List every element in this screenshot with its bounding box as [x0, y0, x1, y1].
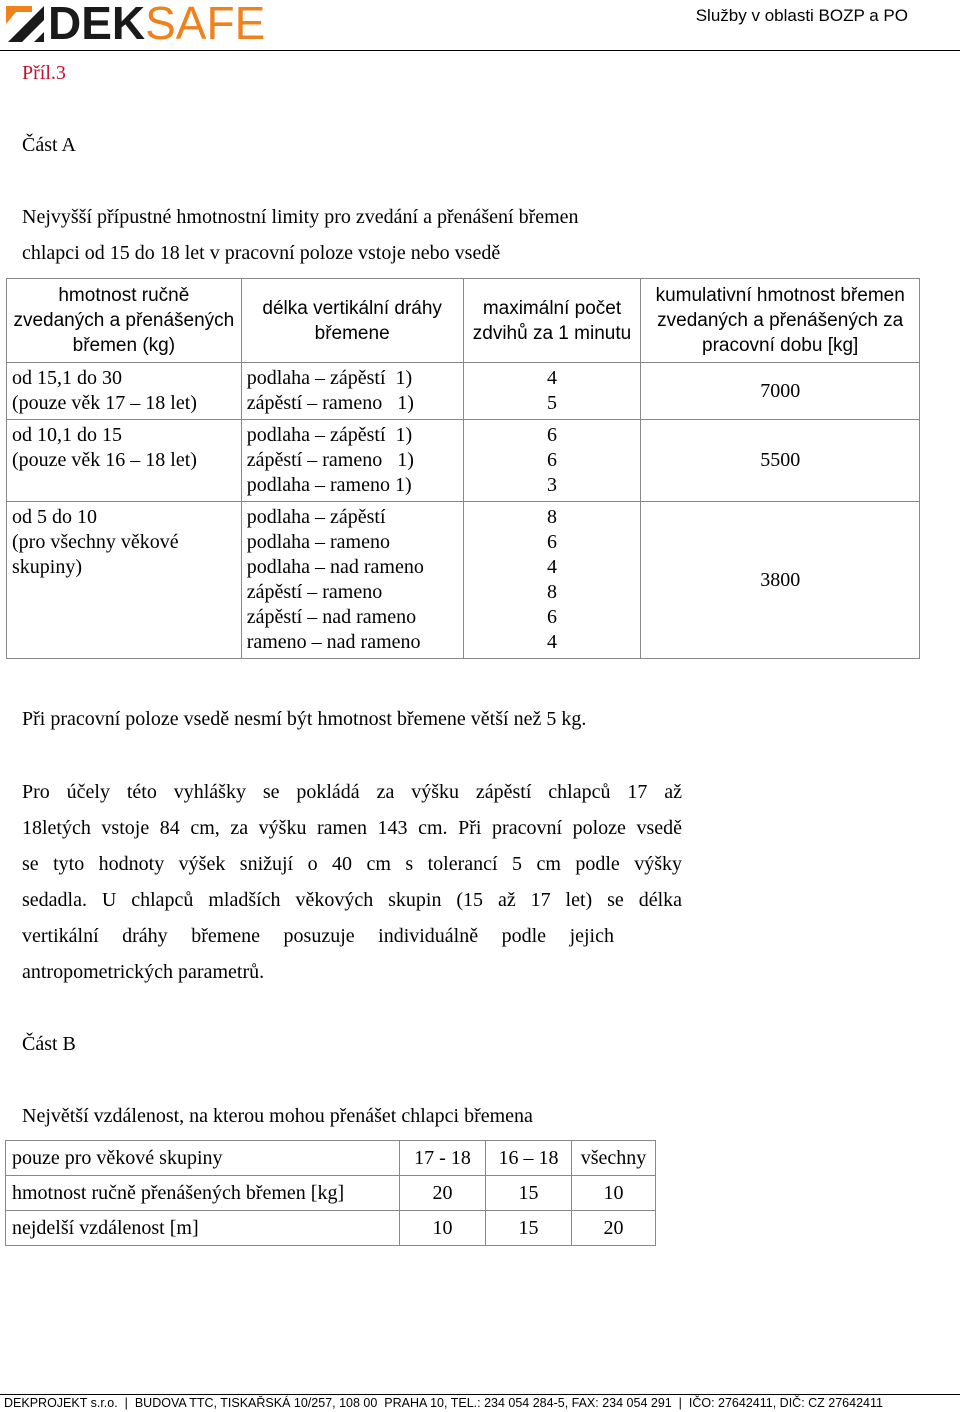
lift-value: 3 — [546, 474, 557, 496]
appendix-label: Příl.3 — [22, 62, 66, 84]
distance-table — [5, 1140, 656, 1246]
path-line: zápěstí – rameno 1) — [246, 449, 414, 471]
paragraph-line: sedadla. U chlapců mladších věkových skupin (15 až 17 let) se délka — [22, 889, 682, 911]
logo-safe-text: SAFE — [145, 0, 266, 49]
row-cumulative: 3800 — [641, 502, 920, 659]
part-a-heading: Část A — [22, 134, 76, 156]
lift-value: 5 — [546, 392, 557, 414]
table-row — [6, 1176, 656, 1211]
table-row — [7, 502, 920, 659]
row-group — [7, 363, 242, 420]
path-line: podlaha – rameno — [246, 531, 390, 553]
header-weight: hmotnost ručně zvedaných a přenášených břemen (kg) — [7, 279, 242, 363]
group-line: od 15,1 do 30 — [12, 367, 122, 389]
lift-value: 4 — [546, 631, 557, 653]
header-cumulative: kumulativní hmotnost břemen zvedaných a přenášených za pracovní dobu [kg] — [641, 279, 920, 363]
header-divider — [0, 50, 960, 51]
path-line: podlaha – zápěstí 1) — [246, 367, 413, 389]
header-path: délka vertikální dráhy břemene — [241, 279, 463, 363]
table-cell: 20 — [400, 1176, 486, 1211]
table-cell: 15 — [486, 1176, 572, 1211]
header-lifts: maximální počet zdvihů za 1 minutu — [463, 279, 641, 363]
table-cell: 20 — [572, 1211, 656, 1246]
row-label: pouze pro věkové skupiny — [6, 1141, 400, 1176]
table-row — [6, 1211, 656, 1246]
table-row — [6, 1141, 656, 1176]
group-line: od 10,1 do 15 — [12, 424, 122, 446]
row-lifts — [463, 420, 641, 502]
paragraph-line: 18letých vstoje 84 cm, za výšku ramen 143 cm. Při pracovní poloze vsedě — [22, 817, 682, 839]
paragraph-line: se tyto hodnoty výšek snižují o 40 cm s tolerancí 5 cm podle výšky — [22, 853, 682, 875]
path-line: podlaha – nad rameno — [246, 556, 424, 578]
path-line: podlaha – zápěstí — [246, 506, 386, 528]
part-b-heading: Část B — [22, 1033, 76, 1055]
group-line: (pro všechny věkové — [12, 531, 179, 553]
table-cell: 10 — [572, 1176, 656, 1211]
path-line: podlaha – rameno 1) — [246, 474, 412, 496]
lift-value: 4 — [546, 367, 557, 389]
row-cumulative: 5500 — [641, 420, 920, 502]
paragraph-line: Pro účely této vyhlášky se pokládá za výšku zápěstí chlapců 17 až — [22, 781, 682, 803]
row-cumulative: 7000 — [641, 363, 920, 420]
lift-value: 8 — [546, 581, 557, 603]
part-a-title-line-1: Nejvyšší přípustné hmotnostní limity pro zvedání a přenášení břemen — [22, 206, 579, 228]
group-line: (pouze věk 16 – 18 let) — [12, 449, 197, 471]
row-label: hmotnost ručně přenášených břemen [kg] — [6, 1176, 400, 1211]
lift-value: 6 — [546, 606, 557, 628]
table-cell: 15 — [486, 1211, 572, 1246]
limits-table-header — [7, 279, 920, 363]
lift-value: 6 — [546, 424, 557, 446]
lift-value: 8 — [546, 506, 557, 528]
footer-divider — [0, 1394, 960, 1395]
table-cell: 17 - 18 — [400, 1141, 486, 1176]
explanation-paragraph — [22, 774, 682, 990]
group-line: skupiny) — [12, 556, 82, 578]
group-line: od 5 do 10 — [12, 506, 97, 528]
header-tagline: Služby v oblasti BOZP a PO — [695, 6, 908, 25]
row-lifts — [463, 363, 641, 420]
paragraph-line: vertikální dráhy břemene posuzuje individuálně podle jejich — [22, 925, 614, 947]
logo-dek-text: DEK — [48, 0, 146, 49]
part-b-title: Největší vzdálenost, na kterou mohou přenášet chlapci břemena — [22, 1105, 533, 1127]
path-line: zápěstí – nad rameno — [246, 606, 417, 628]
page-header — [0, 0, 960, 52]
row-group — [7, 502, 242, 659]
path-line: podlaha – zápěstí 1) — [246, 424, 413, 446]
table-cell: 10 — [400, 1211, 486, 1246]
path-line: zápěstí – rameno — [246, 581, 383, 603]
page-footer: DEKPROJEKT s.r.o. | BUDOVA TTC, TISKAŘSKÁ 10/257, 108 00 PRAHA 10, TEL.: 234 054 284-5, FAX: 234 054 291 | IČO: 27642411, DIČ: CZ 27642411 — [4, 1396, 883, 1410]
sitting-note: Při pracovní poloze vsedě nesmí být hmotnost břemene větší než 5 kg. — [22, 708, 587, 730]
row-paths — [241, 502, 463, 659]
table-cell: všechny — [572, 1141, 656, 1176]
lift-value: 4 — [546, 556, 557, 578]
group-line: (pouze věk 17 – 18 let) — [12, 392, 197, 414]
row-group — [7, 420, 242, 502]
lift-value: 6 — [546, 531, 557, 553]
table-row — [7, 363, 920, 420]
path-line: rameno – nad rameno — [246, 631, 421, 653]
table-cell: 16 – 18 — [486, 1141, 572, 1176]
part-a-title-line-2: chlapci od 15 do 18 let v pracovní poloze vstoje nebo vsedě — [22, 242, 501, 264]
paragraph-line: antropometrických parametrů. — [22, 961, 265, 983]
lift-value: 6 — [546, 449, 557, 471]
row-paths — [241, 363, 463, 420]
path-line: zápěstí – rameno 1) — [246, 392, 414, 414]
table-row — [7, 420, 920, 502]
row-paths — [241, 420, 463, 502]
row-lifts — [463, 502, 641, 659]
row-label: nejdelší vzdálenost [m] — [6, 1211, 400, 1246]
dek-safe-logo — [4, 0, 304, 49]
logo-mark-icon — [4, 2, 48, 46]
limits-table — [6, 278, 920, 659]
